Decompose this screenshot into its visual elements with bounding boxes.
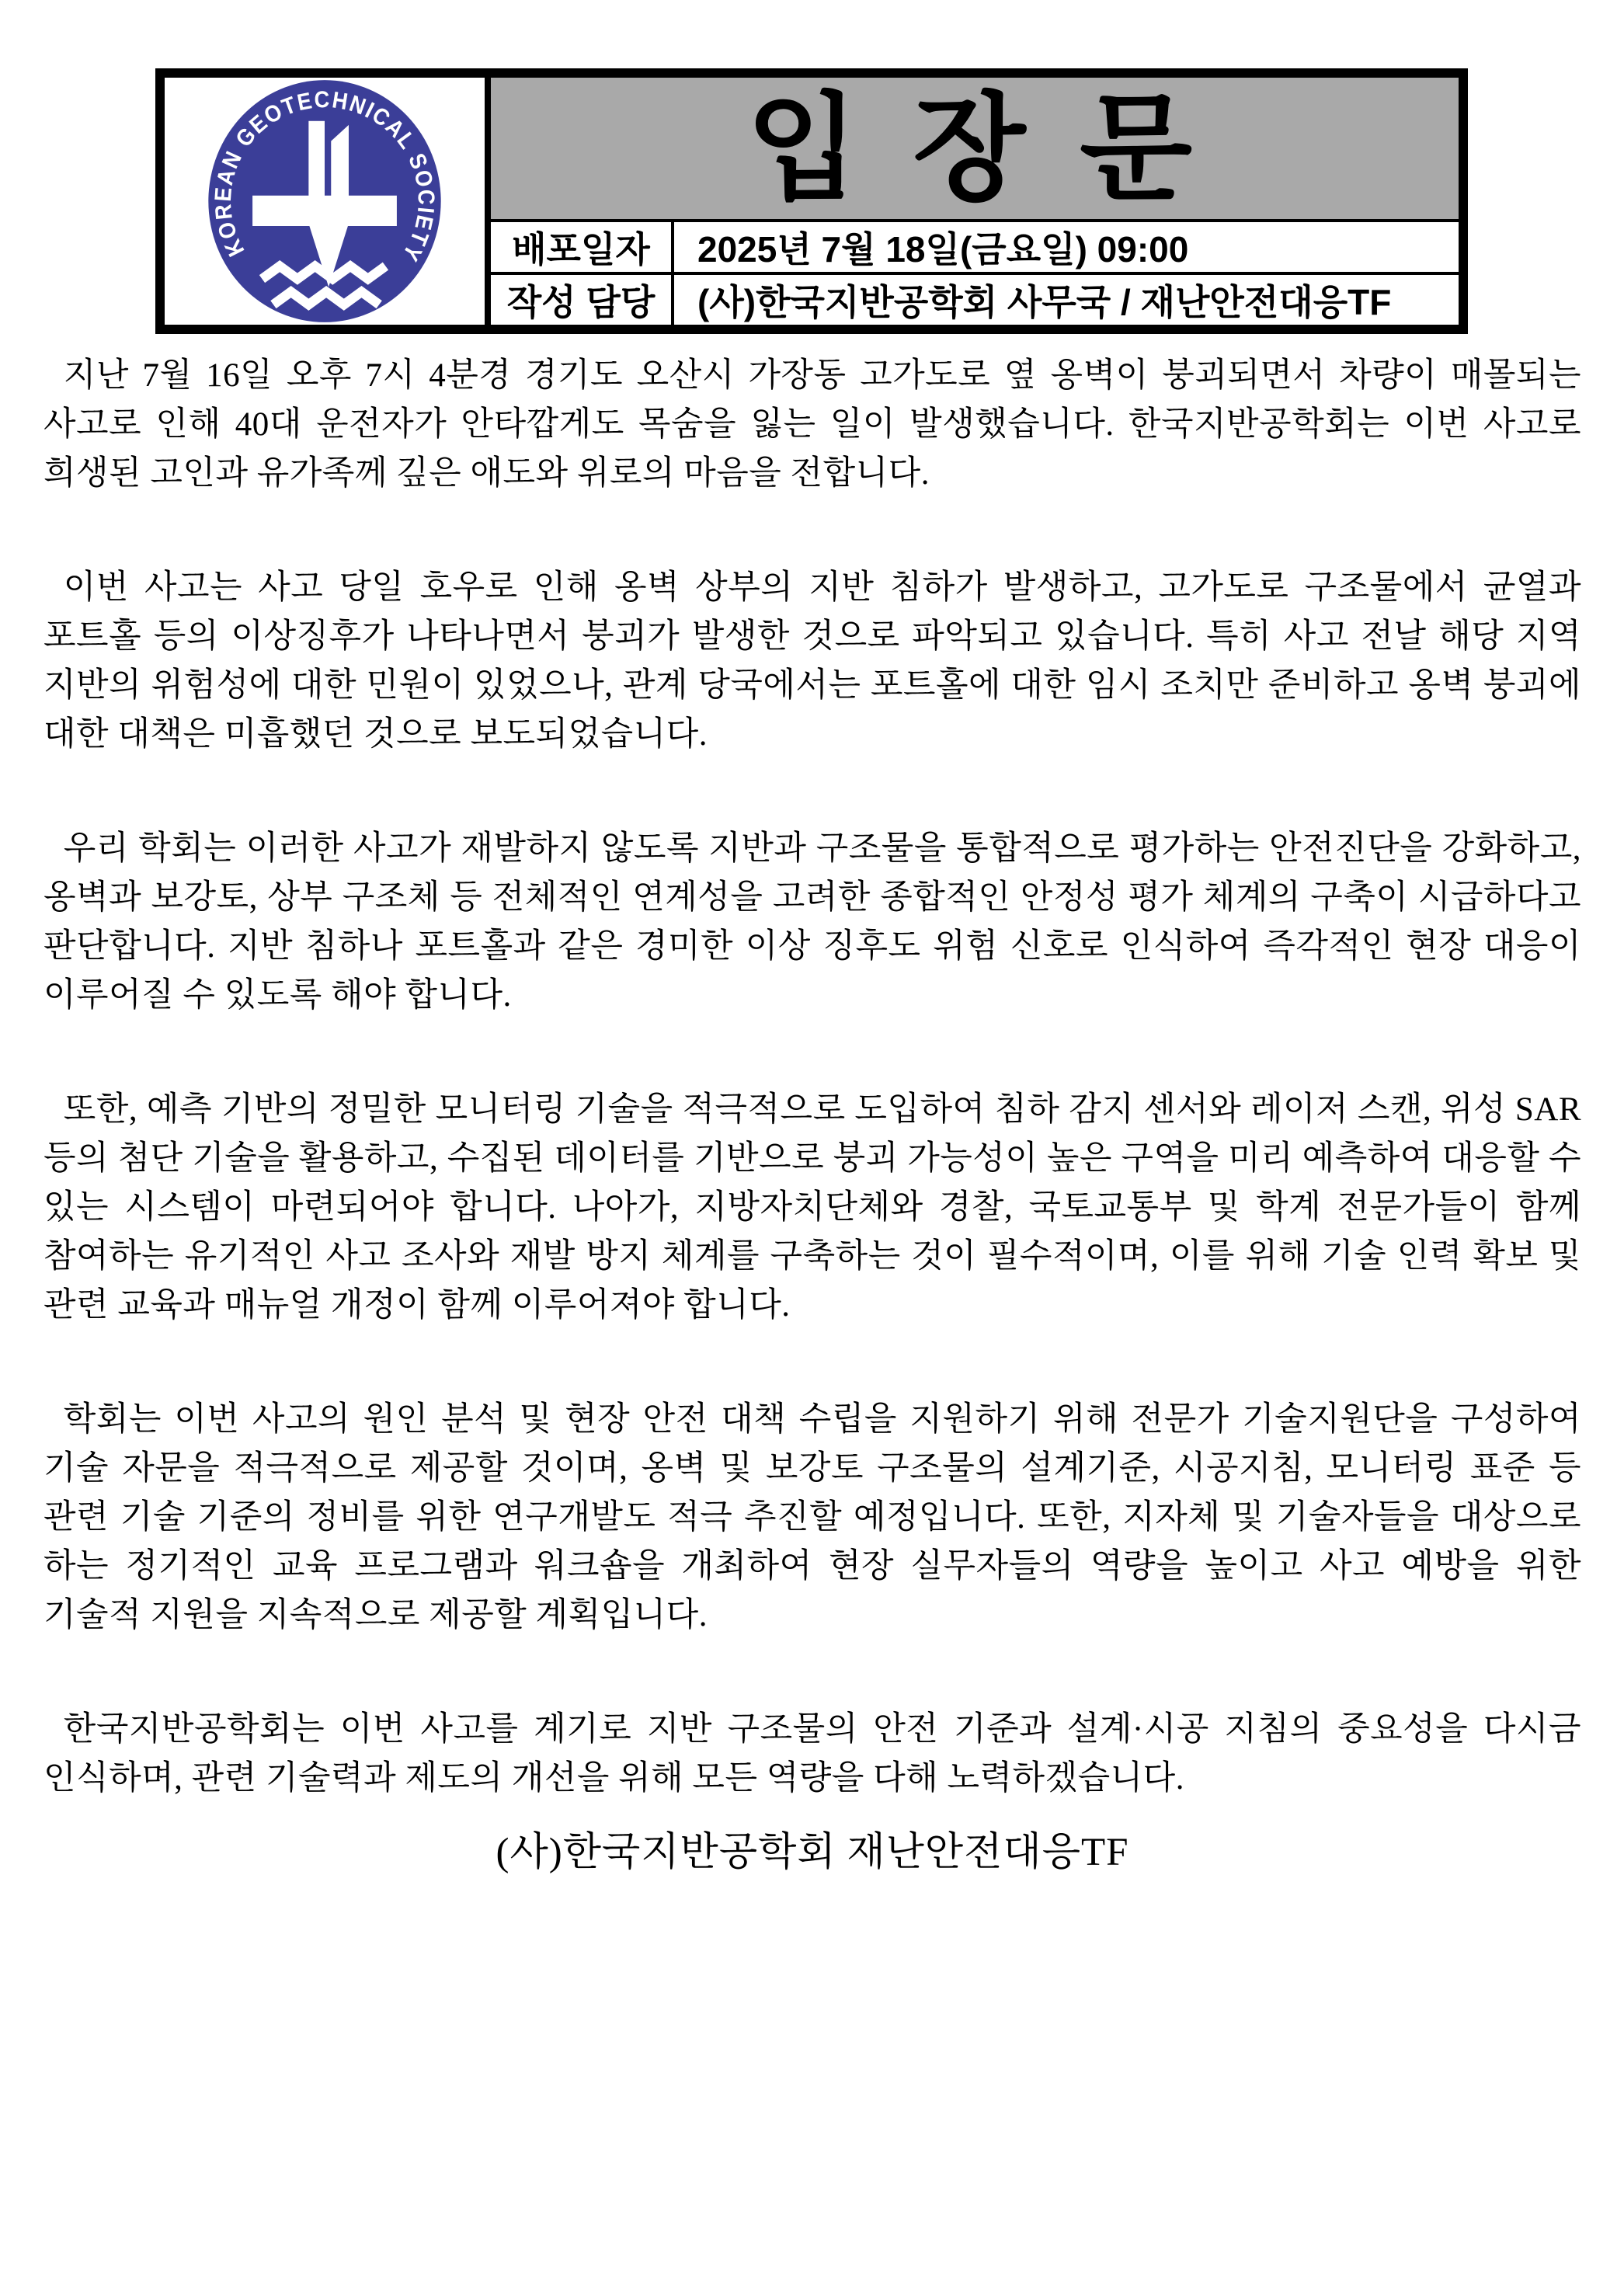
document-body <box>43 351 1581 1877</box>
body-paragraph: 우리 학회는 이러한 사고가 재발하지 않도록 지반과 구조물을 통합적으로 평가하는 안전진단을 강화하고, 옹벽과 보강토, 상부 구조체 등 전체적인 연계성을 고려한 종합적인 안정성 평가 체계의 구축이 시급하다고 판단합니다. 지반 침하나 포트홀과 같은 경미한 이상 징후도 위험 신호로 인식하여 즉각적인 현장 대응이 이루어질 수 있도록 해야 합니다. <box>43 830 1581 1014</box>
body-paragraph: 지난 7월 16일 오후 7시 4분경 경기도 오산시 가장동 고가도로 옆 옹벽이 붕괴되면서 차량이 매몰되는 사고로 인해 40대 운전자가 안타깝게도 목숨을 잃는 일이 발생했습니다. 한국지반공학회는 이번 사고로 희생된 고인과 유가족께 깊은 애도와 위로의 마음을 전합니다. <box>43 357 1581 492</box>
page-title: 입 장 문 <box>746 83 1204 214</box>
release-date-label: 배포일자 <box>512 229 650 270</box>
release-date-row <box>491 219 1459 272</box>
header-box <box>155 68 1468 334</box>
body-paragraphs <box>43 351 1581 1803</box>
header-right <box>491 78 1459 325</box>
body-paragraph: 학회는 이번 사고의 원인 분석 및 현장 안전 대책 수립을 지원하기 위해 전문가 기술지원단을 구성하여 기술 자문을 적극적으로 제공할 것이며, 옹벽 및 보강토 구조물의 설계기준, 시공지침, 모니터링 표준 등 관련 기술 기준의 정비를 위한 연구개발도 적극 추진할 예정입니다. 또한, 지자체 및 기술자들을 대상으로 하는 정기적인 교육 프로그램과 워크숍을 개최하여 현장 실무자들의 역량을 높이고 사고 예방을 위한 기술적 지원을 지속적으로 제공할 계획입니다. <box>43 1401 1581 1633</box>
title-band <box>491 78 1459 219</box>
body-paragraph: 또한, 예측 기반의 정밀한 모니터링 기술을 적극적으로 도입하여 침하 감지 센서와 레이저 스캔, 위성 SAR 등의 첨단 기술을 활용하고, 수집된 데이터를 기반으로 붕괴 가능성이 높은 구역을 미리 예측하여 대응할 수 있는 시스템이 마련되어야 합니다. 나아가, 지방자치단체와 경찰, 국토교통부 및 학계 전문가들이 함께 참여하는 유기적인 사고 조사와 재발 방지 체계를 구축하는 것이 필수적이며, 이를 위해 기술 인력 확보 및 관련 교육과 매뉴얼 개정이 함께 이루어져야 합니다. <box>43 1091 1581 1324</box>
author-row <box>491 272 1459 325</box>
author-label: 작성 담당 <box>506 282 656 322</box>
signature-line: (사)한국지반공학회 재난안전대응TF <box>496 1831 1129 1874</box>
body-paragraph: 이번 사고는 사고 당일 호우로 인해 옹벽 상부의 지반 침하가 발생하고, 고가도로 구조물에서 균열과 포트홀 등의 이상징후가 나타나면서 붕괴가 발생한 것으로 파악되고 있습니다. 특히 사고 전날 해당 지역 지반의 위험성에 대한 민원이 있었으나, 관계 당국에서는 포트홀에 대한 임시 조치만 준비하고 옹벽 붕괴에 대한 대책은 미흡했던 것으로 보도되었습니다. <box>43 569 1581 753</box>
body-paragraph: 한국지반공학회는 이번 사고를 계기로 지반 구조물의 안전 기준과 설계·시공 지침의 중요성을 다시금 인식하며, 관련 기술력과 제도의 개선을 위해 모든 역량을 다해 노력하겠습니다. <box>43 1711 1581 1797</box>
kgs-logo-icon <box>204 77 445 325</box>
release-date-value: 2025년 7월 18일(금요일) 09:00 <box>671 222 1459 272</box>
logo-cell <box>165 78 491 325</box>
logo-arc-text: KOREAN GEOTECHNICAL SOCIETY <box>210 86 440 268</box>
author-value: (사)한국지반공학회 사무국 / 재난안전대응TF <box>671 275 1459 325</box>
